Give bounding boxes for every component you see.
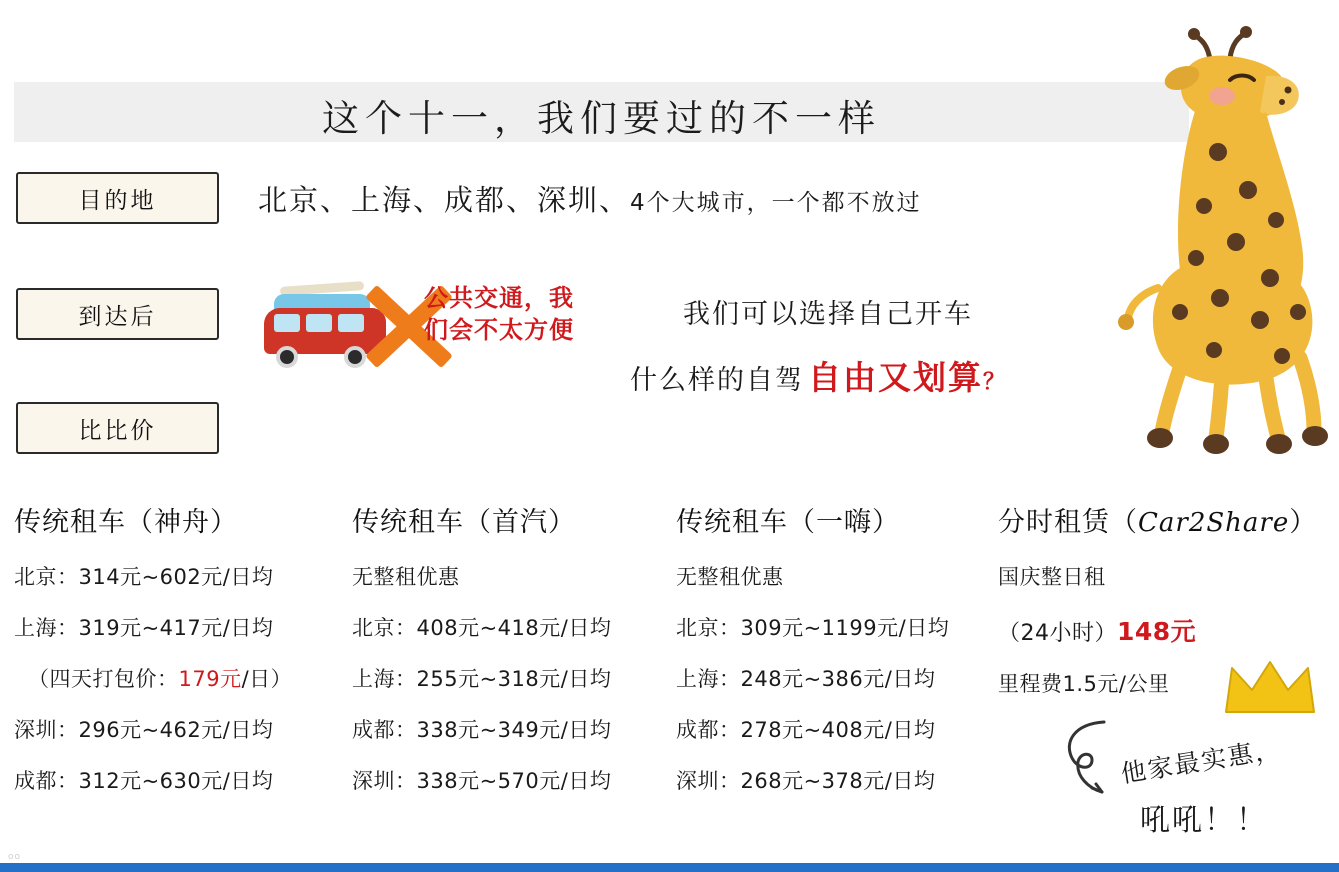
package-prefix: （四天打包价： xyxy=(28,667,179,691)
price-line: 成都：338元~349元/日均 xyxy=(352,718,612,742)
package-suffix: /日） xyxy=(241,667,293,691)
package-price: 179元 xyxy=(178,667,242,691)
self-drive-line-1: 我们可以选择自己开车 xyxy=(683,299,973,330)
public-transport-note: 公共交通，我们会不太方便 xyxy=(424,284,574,344)
crown-icon xyxy=(1222,660,1318,716)
self-drive-question-mark: ？ xyxy=(983,370,1008,395)
car2share-title-suffix: ） xyxy=(1289,507,1318,538)
price-column-yihai xyxy=(676,500,986,816)
self-drive-highlight: 自由又划算 xyxy=(808,358,983,397)
price-line: 国庆整日租 xyxy=(998,565,1106,589)
price-line: 无整租优惠 xyxy=(676,565,784,589)
annotation-line-2: 吼吼！！ xyxy=(1140,803,1268,838)
curved-arrow-icon xyxy=(1058,718,1118,798)
car2share-title-prefix: 分时租赁（ xyxy=(998,507,1138,538)
page-title: 这个十一，我们要过的不一样 xyxy=(322,97,881,140)
price-line: 上海：255元~318元/日均 xyxy=(352,667,612,691)
price-line: 北京：309元~1199元/日均 xyxy=(676,616,950,640)
section-label-compare-text: 比比价 xyxy=(78,417,157,444)
price-line-daily xyxy=(998,612,1338,648)
self-drive-prefix: 什么样的自驾 xyxy=(630,365,804,396)
price-line: 深圳：296元~462元/日均 xyxy=(14,718,274,742)
price-line: 北京：408元~418元/日均 xyxy=(352,616,612,640)
price-line: 成都：278元~408元/日均 xyxy=(676,718,936,742)
section-label-compare xyxy=(16,402,219,454)
section-label-arrival xyxy=(16,288,219,340)
daily-rate-label: （24小时） xyxy=(998,621,1117,646)
car2share-title-brand: Car2Share xyxy=(1138,508,1290,538)
price-line: 成都：312元~630元/日均 xyxy=(14,769,274,793)
destination-suffix: 4个大城市，一个都不放过 xyxy=(630,190,922,216)
price-line: 无整租优惠 xyxy=(352,565,460,589)
annotation-line-1: 他家最实惠， xyxy=(1118,734,1284,789)
price-column-yihai-title: 传统租车（一嗨） xyxy=(676,507,900,538)
price-column-shenzhou-title: 传统租车（神舟） xyxy=(14,507,238,538)
price-line: 深圳：338元~570元/日均 xyxy=(352,769,612,793)
bottom-accent-bar xyxy=(0,863,1339,872)
destination-line xyxy=(258,178,922,219)
daily-rate-price: 148元 xyxy=(1117,617,1197,646)
section-label-arrival-text: 到达后 xyxy=(78,303,157,330)
section-label-destination xyxy=(16,172,219,224)
price-line-mileage: 里程费1.5元/公里 xyxy=(998,672,1170,696)
price-line-package xyxy=(14,663,344,693)
price-line: 北京：314元~602元/日均 xyxy=(14,565,274,589)
giraffe-illustration xyxy=(1070,20,1330,470)
price-column-shouqi xyxy=(352,500,672,816)
price-line: 上海：319元~417元/日均 xyxy=(14,616,274,640)
self-drive-line-2 xyxy=(630,352,1007,399)
price-column-car2share-title xyxy=(998,500,1338,539)
destination-cities: 北京、上海、成都、深圳、 xyxy=(258,183,631,217)
price-column-shenzhou xyxy=(14,500,344,816)
corner-watermark: oo xyxy=(8,852,22,862)
price-line: 上海：248元~386元/日均 xyxy=(676,667,936,691)
section-label-destination-text: 目的地 xyxy=(78,187,157,214)
price-line: 深圳：268元~378元/日均 xyxy=(676,769,936,793)
price-column-shouqi-title: 传统租车（首汽） xyxy=(352,507,576,538)
